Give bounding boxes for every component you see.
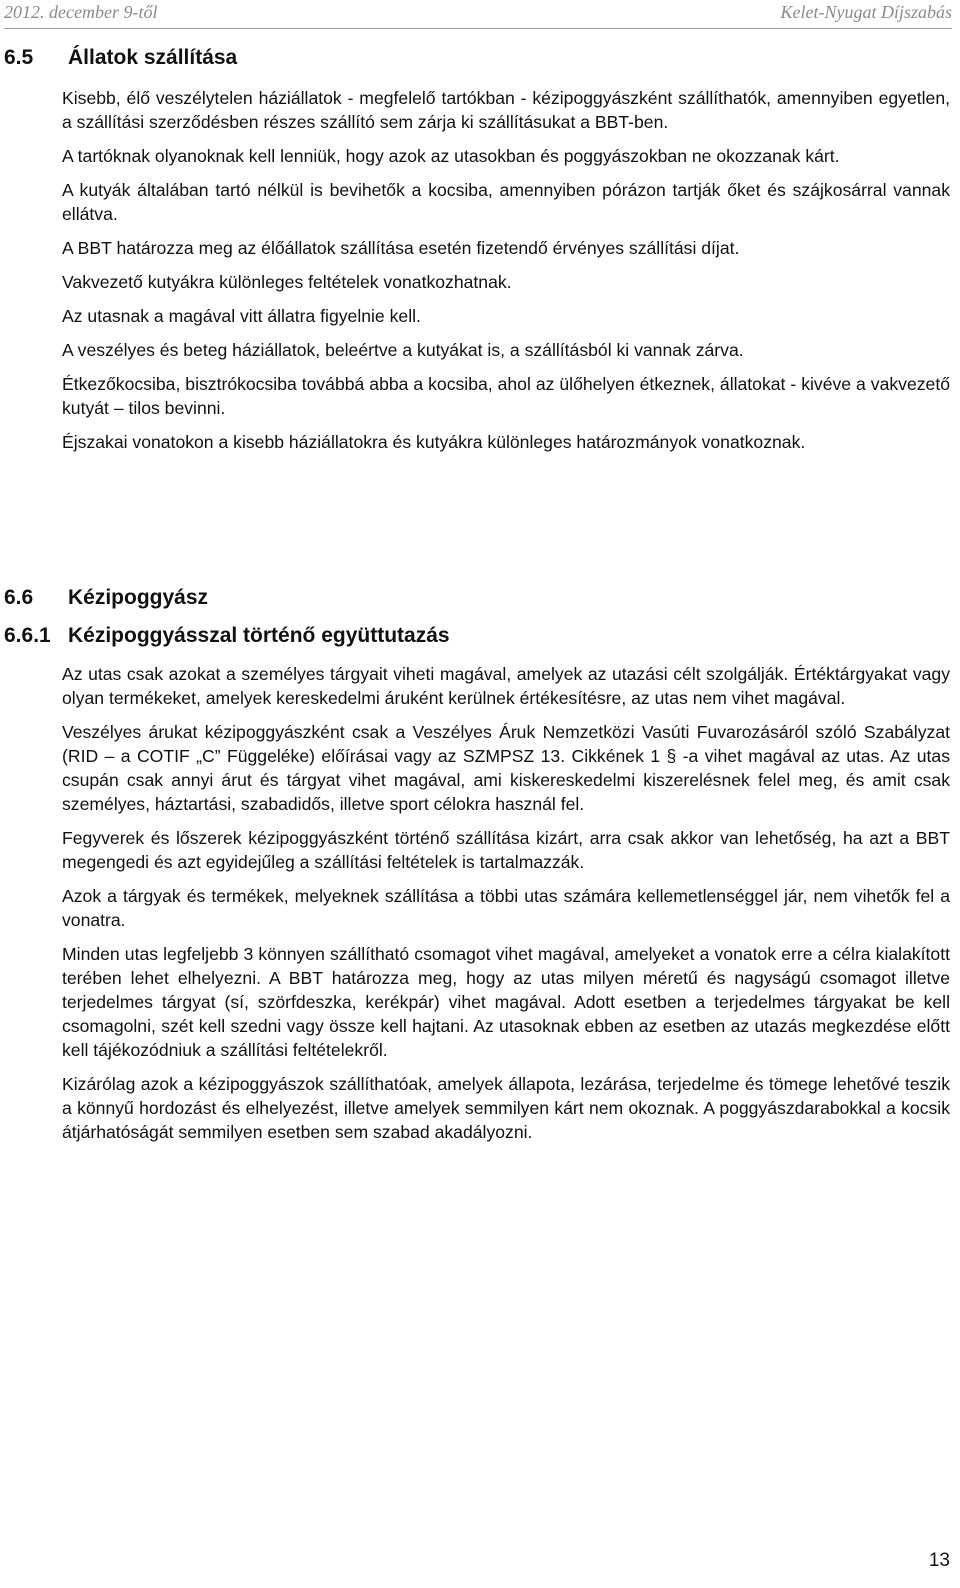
paragraph: Vakvezető kutyákra különleges feltételek vonatkozhatnak.	[62, 272, 512, 292]
paragraph: A tartóknak olyanoknak kell lenniük, hogy azok az utasokban és poggyászokban ne okozzanak kárt.	[62, 146, 840, 166]
running-header	[4, 0, 952, 29]
paragraph: Étkezőkocsiba, bisztrókocsiba továbbá abba a kocsiba, ahol az ülőhelyen étkeznek, állatokat - kivéve a vakvezető kutyát – tilos bevinni.	[62, 374, 950, 418]
paragraph: Az utas csak azokat a személyes tárgyait viheti magával, amelyek az utazási célt szolgálják. Értéktárgyakat vagy olyan termékeket, amelyek kereskedelmi áruként kerülnek értékesítésre, az utas nem vihet magával.	[62, 664, 950, 708]
paragraph: Kisebb, élő veszélytelen háziállatok - megfelelő tartókban - kézipoggyászként szállíthatók, amennyiben egyetlen, a szállítási szerződésben részes szállító sem zárja ki szállításukat a BBT-ben.	[62, 88, 950, 132]
paragraph: Éjszakai vonatokon a kisebb háziállatokra és kutyákra különleges határozmányok vonatkoznak.	[62, 432, 806, 452]
paragraph: Minden utas legfeljebb 3 könnyen szállítható csomagot vihet magával, amelyeket a vonatok erre a célra kialakított terében lehet elhelyezni. A BBT határozza meg, hogy az utas milyen méretű és nagyságú csomagot illetve terjedelmes tárgyat (sí, szörfdeszka, kerékpár) vihet magával. Adott esetben a terjedelmes tárgyakat be kell csomagolni, szét kell szedni vagy össze kell hajtani. Az utasoknak ebben az esetben az utazás megkezdése előtt kell tájékozódniuk a szállítási feltételekről.	[62, 944, 950, 1060]
section-6-6-1-heading	[4, 624, 450, 648]
paragraph: Kizárólag azok a kézipoggyászok szállíthatóak, amelyek állapota, lezárása, terjedelme és tömege lehetővé teszik a könnyű hordozást és elhelyezést, illetve amelyek semmilyen kárt nem okoznak. A poggyászdarabokkal a kocsik átjárhatóságát semmilyen esetben sem szabad akadályozni.	[62, 1074, 950, 1142]
header-date: 2012. december 9-től	[4, 2, 158, 22]
paragraph: Fegyverek és lőszerek kézipoggyászként történő szállítása kizárt, arra csak akkor van lehetőség, ha azt a BBT megengedi és azt egyidejűleg a szállítási feltételek is tartalmazzák.	[62, 828, 950, 872]
section-6-6-1-title: Kézipoggyásszal történő együttutazás	[68, 624, 450, 647]
paragraph: Veszélyes árukat kézipoggyászként csak a Veszélyes Áruk Nemzetközi Vasúti Fuvarozásáról szóló Szabályzat (RID – a COTIF „C” Függeléke) előírásai vagy az SZMPSZ 13. Cikkének 1 § -a vihet magával az utas. Az utas csupán csak annyi árut és tárgyat vihet magával, ami kiskereskedelmi kiszerelésnek felel meg, és amit csak személyes, háztartási, szabadidős, illetve sport célokra használ fel.	[62, 722, 950, 814]
paragraph: A veszélyes és beteg háziállatok, beleértve a kutyákat is, a szállításból ki vannak zárva.	[62, 340, 744, 360]
section-6-5-heading	[4, 46, 237, 70]
paragraph: A kutyák általában tartó nélkül is bevihetők a kocsiba, amennyiben pórázon tartják őket és szájkosárral vannak ellátva.	[62, 180, 950, 224]
section-6-6-1-number: 6.6.1	[4, 624, 51, 647]
section-6-6-number: 6.6	[4, 586, 34, 609]
section-6-5-number: 6.5	[4, 46, 34, 69]
section-6-5-title: Állatok szállítása	[68, 46, 238, 69]
section-6-6-heading	[4, 586, 208, 610]
section-6-6-title: Kézipoggyász	[68, 586, 209, 609]
paragraph: Azok a tárgyak és termékek, melyeknek szállítása a többi utas számára kellemetlenséggel jár, nem vihetők fel a vonatra.	[62, 886, 950, 930]
section-6-6-1-body	[62, 662, 950, 1144]
paragraph: A BBT határozza meg az élőállatok szállítása esetén fizetendő érvényes szállítási díjat.	[62, 238, 740, 258]
header-title: Kelet-Nyugat Díjszabás	[780, 2, 952, 22]
page-number: 13	[928, 1550, 950, 1571]
section-6-5-body	[62, 86, 950, 454]
paragraph: Az utasnak a magával vitt állatra figyelnie kell.	[62, 306, 421, 326]
